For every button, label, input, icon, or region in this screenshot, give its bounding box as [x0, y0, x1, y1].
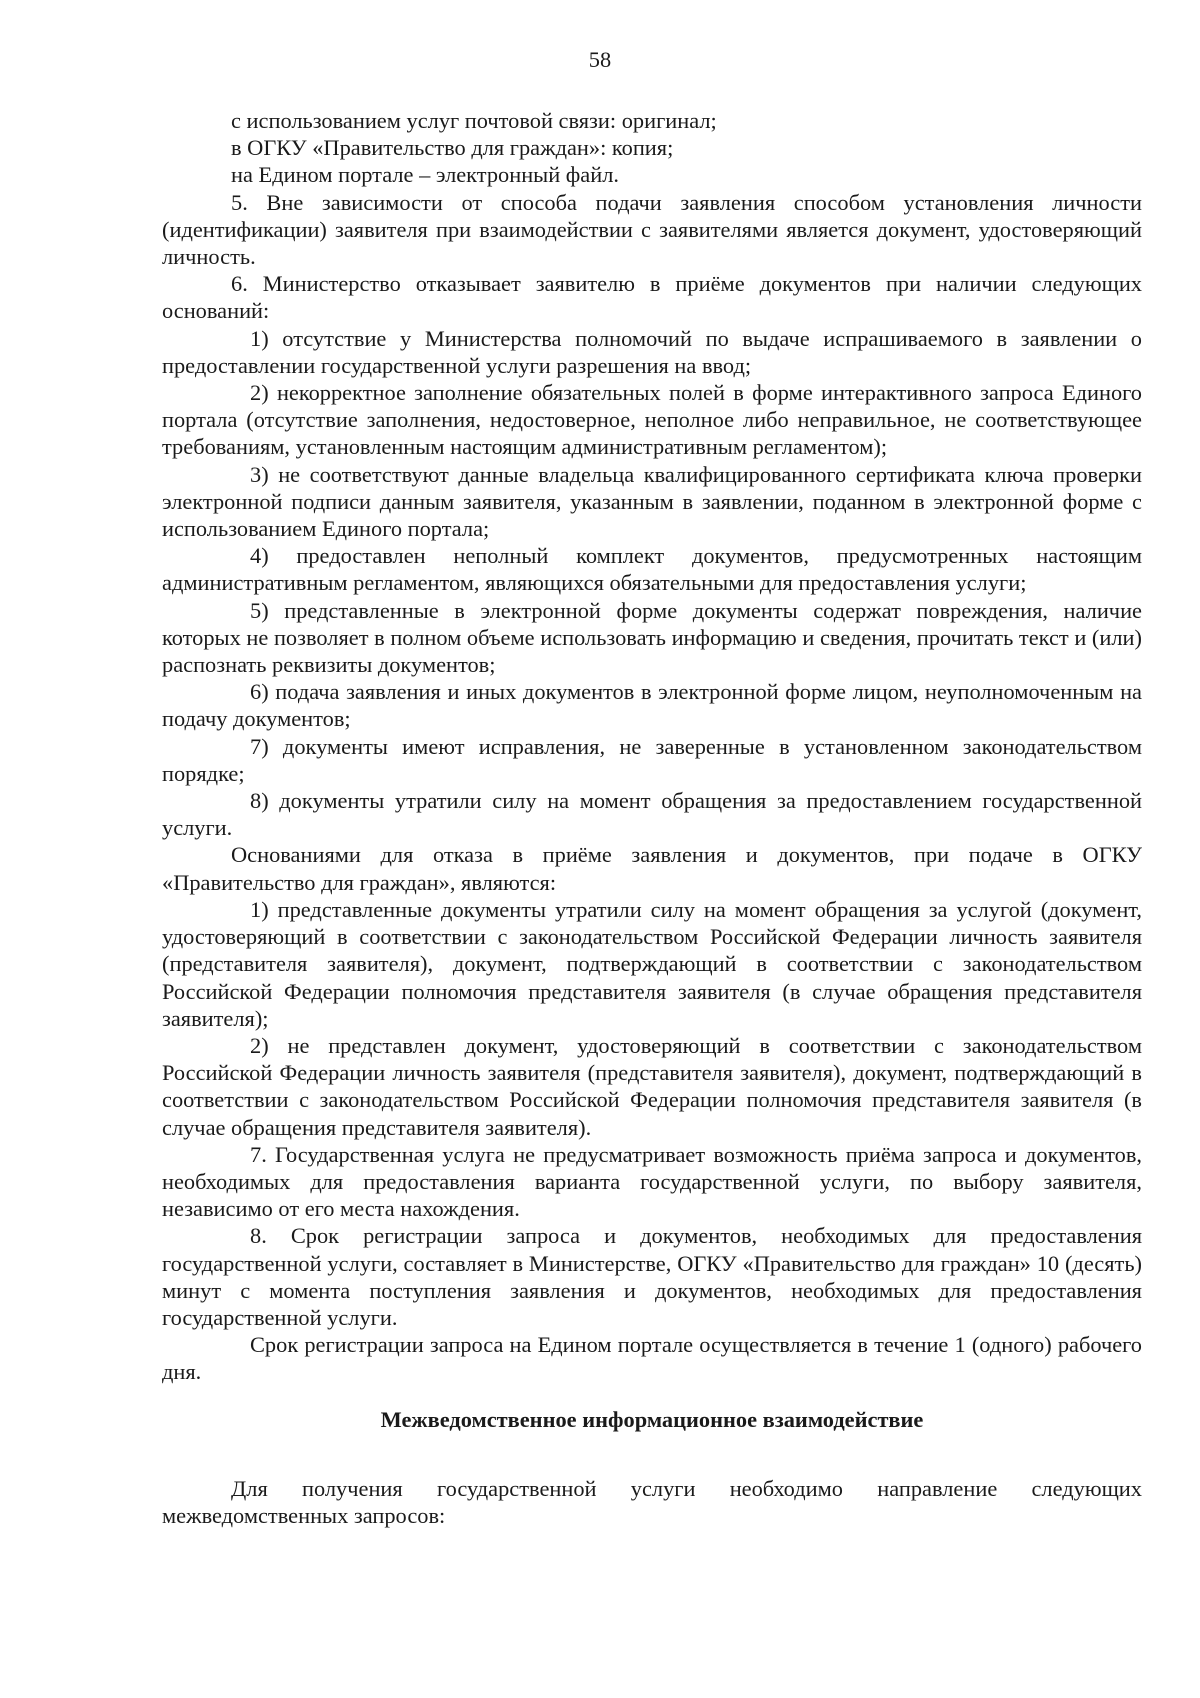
paragraph: на Едином портале – электронный файл.: [231, 162, 619, 188]
list-item: 2) не представлен документ, удостоверяющий в соответствии с законодательством Российской Федерации личность заявителя (представителя заявителя), документ, подтверждающий в соответствии с законодательством Российской Федерации полномочия представителя заявителя (в случае обращения представителя заявителя).: [162, 1032, 1142, 1140]
list-item: 4) предоставлен неполный комплект документов, предусмотренных настоящим административным регламентом, являющихся обязательными для предоставления услуги;: [162, 543, 1142, 596]
paragraph: 8. Срок регистрации запроса и документов, необходимых для предоставления государственной услуги, составляет в Министерстве, ОГКУ «Правительство для граждан» 10 (десять) минут с момента поступления заявления и документов, необходимых для предоставления государственной услуги.: [162, 1223, 1142, 1330]
page-number: 58: [588, 47, 612, 72]
list-item: 1) представленные документы утратили силу на момент обращения за услугой (документ, удостоверяющий в соответствии с законодательством Российской Федерации личность заявителя (представителя заявителя), документ, подтверждающий в соответствии с законодательством Российской Федерации полномочия представителя заявителя (в случае обращения представителя заявителя);: [162, 896, 1142, 1031]
list-item: 1) отсутствие у Министерства полномочий по выдаче испрашиваемого в заявлении о предоставлении государственной услуги разрешения на ввод;: [162, 325, 1142, 378]
paragraph: Срок регистрации запроса на Едином портале осуществляется в течение 1 (одного) рабочего дня.: [162, 1332, 1142, 1385]
paragraph: Основаниями для отказа в приёме заявления и документов, при подаче в ОГКУ «Правительство для граждан», являются:: [162, 842, 1142, 895]
list-item: 3) не соответствуют данные владельца квалифицированного сертификата ключа проверки электронной подписи данным заявителя, указанным в заявлении, поданном в электронной форме с использованием Единого портала;: [162, 461, 1142, 542]
paragraph: 5. Вне зависимости от способа подачи заявления способом установления личности (идентификации) заявителя при взаимодействии с заявителями является документ, удостоверяющий личность.: [162, 189, 1142, 270]
paragraph: 6. Министерство отказывает заявителю в приёме документов при наличии следующих оснований:: [162, 271, 1142, 324]
paragraph: с использованием услуг почтовой связи: оригинал;: [231, 108, 717, 133]
list-item: 2) некорректное заполнение обязательных полей в форме интерактивного запроса Единого портала (отсутствие заполнения, недостоверное, неполное либо неправильное, не соответствующее требованиям, установленным настоящим административным регламентом);: [162, 380, 1142, 460]
section-heading: Межведомственное информационное взаимодействие: [380, 1406, 924, 1432]
paragraph: в ОГКУ «Правительство для граждан»: копия;: [231, 135, 674, 161]
list-item: 5) представленные в электронной форме документы содержат повреждения, наличие которых не позволяет в полном объеме использовать информацию и сведения, прочитать текст и (или) распознать реквизиты документов;: [162, 597, 1142, 678]
list-item: 6) подача заявления и иных документов в электронной форме лицом, неуполномоченным на подачу документов;: [162, 679, 1142, 732]
document-body: [162, 107, 1142, 1529]
list-item: 8) документы утратили силу на момент обращения за предоставлением государственной услуги.: [162, 788, 1142, 841]
list-item: 7) документы имеют исправления, не заверенные в установленном законодательством порядке;: [162, 733, 1142, 786]
paragraph: Для получения государственной услуги необходимо направление следующих межведомственных запросов:: [162, 1475, 1142, 1528]
paragraph: 7. Государственная услуга не предусматривает возможность приёма запроса и документов, необходимых для предоставления варианта государственной услуги, по выбору заявителя, независимо от его места нахождения.: [162, 1141, 1142, 1222]
